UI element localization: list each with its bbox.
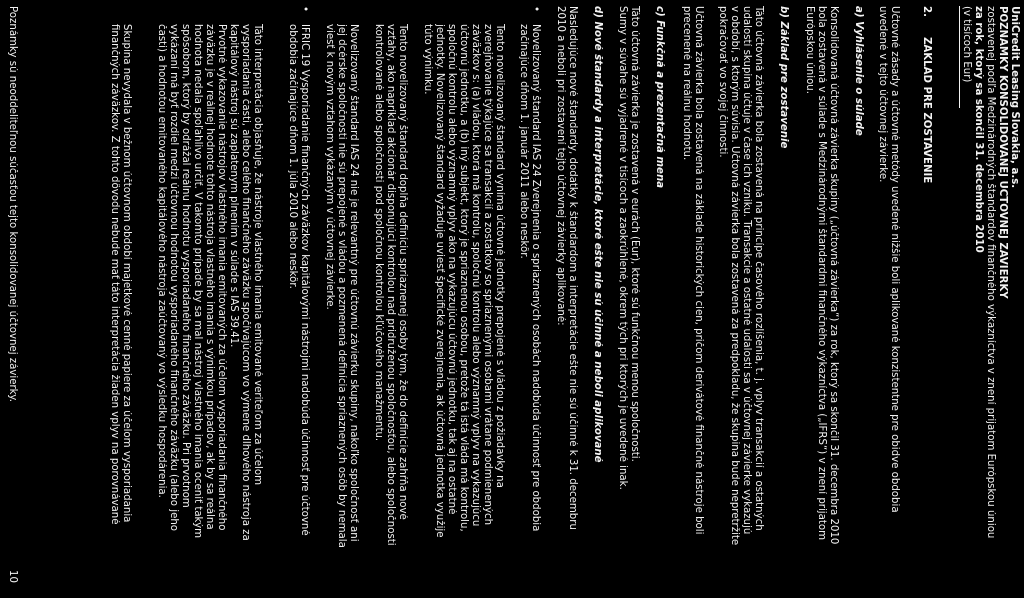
paragraph-line: jej dcérske spoločnosti nie sú prepojené s vládou a pozmenená definícia spriaznených osôb by nemala	[336, 24, 347, 548]
paragraph-line: kapitálový nástroj sú zaplatenym plnením v súlade s IAS 39.41.	[228, 24, 239, 348]
paragraph-line: Novelizovaný štandard IAS 24 nie je relevantný pre účtovnú závierku skupiny, nakoľko spoločnosť ani	[348, 24, 359, 542]
bullet-line: začínajúce dňom 1. január 2011 alebo neskôr.	[518, 24, 529, 259]
paragraph-line: Táto účtovná závierka bola zostavená na princípe časového rozlíšenia, t. j. vplyv transakcií a ostatných	[753, 6, 764, 531]
paragraph-line: zverejňovanie týkajúce sa transakcií a zostatkov so spriaznenými osobami vrátane podmienených	[482, 24, 493, 526]
document-title: POZNÁMKY KONSOLIDOVANEJ ÚČTOVNEJ ZÁVIERKY	[997, 6, 1008, 299]
section-number: 2.	[921, 6, 932, 17]
paragraph-line: Konsolidovaná účtovná závierka skupiny („účtovná závierka“) za rok, ktorý sa skončil 31. decembra 2010	[828, 6, 839, 545]
paragraph-line: Európskou úniou.	[804, 6, 815, 95]
subsection-c-title: c) Funkčná a prezentačná mena	[654, 6, 665, 189]
paragraph-line: vysporiadania časti, alebo celého finančného záväzku spočívajúcom vo výmene dlhového nástroja za	[240, 24, 251, 541]
paragraph-line: vzťahy, ako napríklad akcionár disponujúci kontrolou nad pridruženou spoločnosťou, alebo spoločnosti	[385, 24, 396, 546]
reporting-period: za rok, ktorý sa skončil 31. decembra 2010	[973, 6, 984, 253]
paragraph-line: finančných záväzkov. Z tohto dôvodu nebude mať táto interpretácia žiaden vplyv na porovnávané	[109, 24, 120, 525]
paragraph-line: Účtovná závierka bola zostavená na základe historických cien, pričom derivátové finančné nástroje boli	[693, 6, 704, 535]
paragraph-line: pokračovať vo svojej činnosti.	[717, 6, 728, 158]
document-subtitle: zostavenej podľa Medzinárodných štandardov finančného výkazníctva v znení prijatom Európskou úniou	[985, 6, 996, 539]
paragraph-line: spôsobom, ktorý by odrážal reálnu hodnotu vysporiadaného finančného záväzku. Pri prvotnom	[180, 24, 191, 508]
paragraph-line: časti) a hodnotou emitovaného kapitálového nástroja zaúčtovaný vo výsledku hospodárenia.	[156, 24, 167, 498]
paragraph-line: vykázaní má byť rozdiel medzi účtovnou hodnotou vysporiadaného finančného záväzku (alebo jeho	[168, 24, 179, 532]
paragraph-line: Sumy v súvahe sú vyjadrené v tisícoch a zaokrúhlené, okrem tých pri ktorých je uvedené inak.	[617, 6, 628, 490]
paragraph-line: záväzku je v reálnej hodnote tohto nástroja vlastného imania s výnimkou prípadov, ak by sa reálna	[204, 24, 215, 530]
paragraph-line: túto výnimku.	[422, 24, 433, 95]
paragraph-line: záväzkov s: (a) vládou, ktorá má kontrolu, spoločnú kontrolu alebo významný vplyv na vykazujúcu	[470, 24, 481, 527]
header-rule	[959, 6, 960, 108]
paragraph-line: v období, s ktorým súvisia. Účtovná závierka bola zostavená za predpokladu, že skupina bude nepretržite	[729, 6, 740, 546]
paragraph-line: účtovnú jednotku, a (b) iný subjekt, ktorý je spriaznenou osobou, pretože tá istá vláda má kontrolu,	[458, 24, 469, 532]
paragraph-line: udalostí skupina účtuje v čase ich vzniku. Transakcie a ostatné udalosti sa v účtovnej závierke vykazujú	[741, 6, 752, 535]
company-name: UniCredit Leasing Slovakia, a.s.	[1009, 6, 1020, 189]
subsection-b-title: b) Základ pre zostavenie	[778, 6, 789, 149]
paragraph-line: viesť k novým vzťahom vykázaným v účtovnej závierke.	[324, 24, 335, 310]
paragraph-line: Prvotné vykazovanie nástrojov vlastného imania emitovaných za účelom vysporiadania finančného	[216, 24, 227, 531]
paragraph-line: kontrolované alebo spoločnosti pod spoločnou kontrolou kľúčového manažmentu.	[373, 24, 384, 442]
section-intro-line: uvedené v tejto účtovnej závierke.	[877, 6, 888, 183]
bullet-icon: •	[299, 6, 310, 13]
paragraph-line: Táto interpretácia objasňuje, že nástroje vlastného imania emitované veriteľom za účelom	[252, 24, 263, 486]
bullet-line: Novelizovaný štandard IAS 24 Zverejnenia o spriaznených osobách nadobúda účinnosť pre obdobia	[530, 24, 541, 532]
currency-unit: (v tisícoch Eur)	[961, 6, 972, 83]
subsection-a-title: a) Vyhlásenie o súlade	[853, 6, 864, 136]
subsection-d-title: d) Nové štandardy a interpretácie, ktoré ešte nie sú účinné a neboli aplikované	[592, 6, 603, 463]
bullet-icon: •	[530, 6, 541, 13]
section-intro-line: Účtovné zásady a účtovné metódy uvedené nižšie boli aplikované konzistentne pre obidve obdobia	[889, 6, 900, 513]
section-title: ZÁKLAD PRE ZOSTAVENIE	[921, 37, 932, 184]
bullet-line: IFRIC 19 Vysporiadanie finančných záväzkov kapitálovými nástrojmi nadobúda účinnosť pre účtovné	[299, 24, 310, 536]
paragraph-line: Tento novelizovaný štandard vyníma účtovné jednotky prepojené s vládou z požiadavky na	[494, 24, 505, 488]
paragraph-line: Skupina nevydala v bežnom účtovnom období majetkové cenné papiere za účelom vysporiadania	[121, 24, 132, 523]
paragraph-line: Táto účtovná závierka je zostavená v eurách (Eur), ktoré sú funkčnou menou spoločnosti.	[629, 6, 640, 462]
paragraph-line: jednotky. Novelizovaný štandard vyžaduje uviesť špecifické zverejnenia, ak účtovná jednotka využije	[434, 24, 445, 538]
paragraph-line: hodnota nedala spoľahlivo určiť. V takomto prípade by sa mal nástroj vlastného imania oceniť takým	[192, 24, 203, 539]
paragraph-line: 2010 a neboli pri zostavení tejto účtovnej závierky aplikované:	[555, 6, 566, 326]
footer-note: Poznámky sú neoddeliteľnou súčasťou tejto konsolidovanej účtovnej závierky.	[7, 6, 18, 403]
page-number: 10	[7, 570, 18, 583]
bullet-line: obdobia začínajúce dňom 1. júla 2010 alebo neskôr.	[287, 24, 298, 289]
paragraph-line: Tento novelizovaný štandard dopĺňa definíciu spriaznenej osoby tým, že do definície zahŕňa nové	[397, 24, 408, 520]
paragraph-line: spoločnú kontrolu alebo významný vplyv ako na vykazujúcu účtovnú jednotku, tak aj na ostatné	[446, 24, 457, 515]
paragraph-line: precenené na reálnu hodnotu.	[681, 6, 692, 161]
paragraph-line: Nasledujúce nové štandardy, dodatky k štandardom a interpretácie ešte nie sú účinné k 31. decembru	[567, 6, 578, 530]
paragraph-line: bola zostavená v súlade s Medzinárodnými štandardmi finančného výkazníctva („IFRS“) v znení prijatom	[816, 6, 827, 541]
